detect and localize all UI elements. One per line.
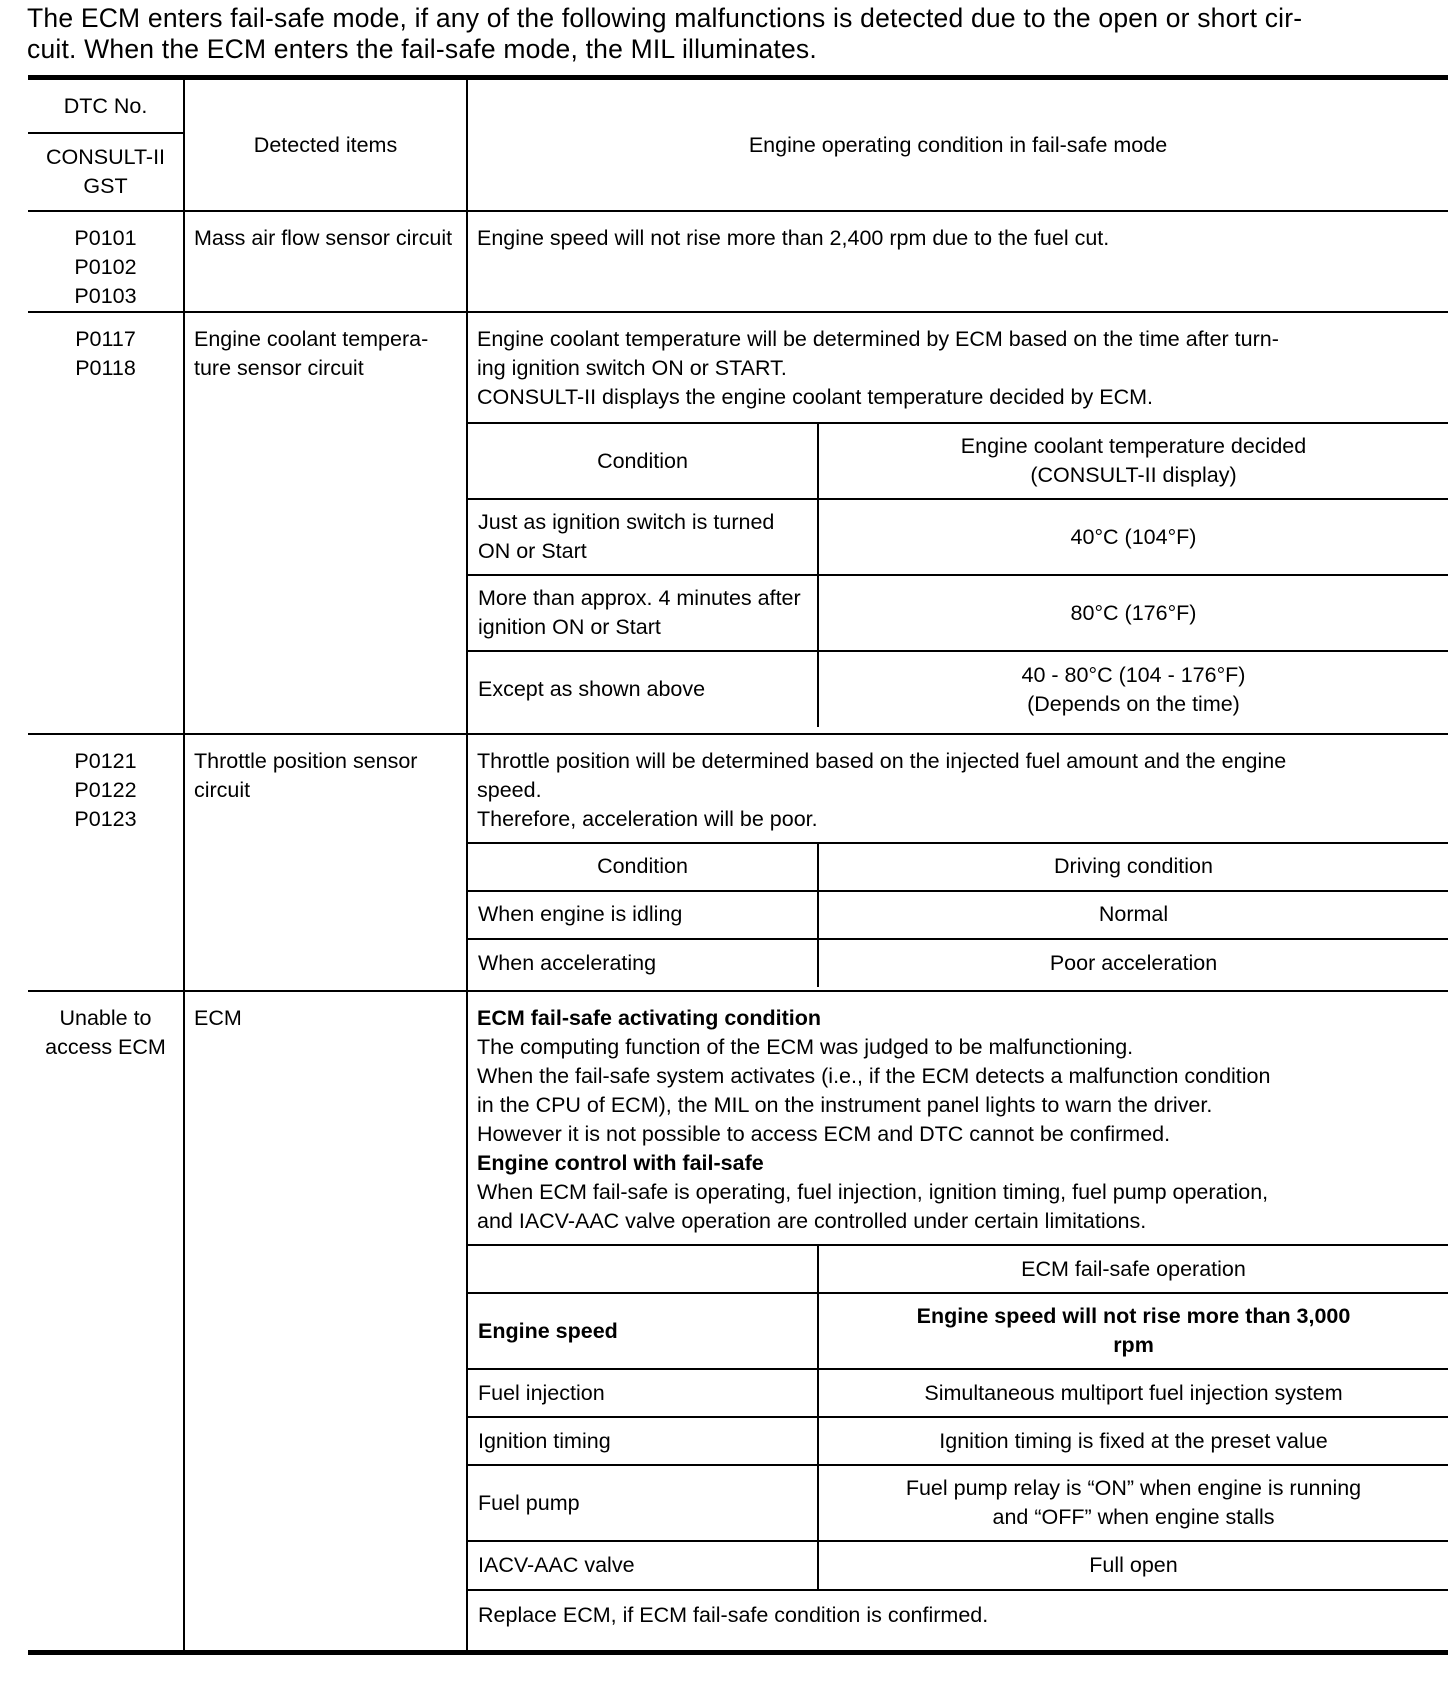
sub-value	[818, 1465, 1448, 1541]
dtc-code: P0102	[74, 255, 137, 279]
sub-header-row	[468, 1245, 1448, 1293]
item-line: Engine coolant tempera-	[194, 327, 429, 351]
sub-condition: When accelerating	[468, 939, 818, 987]
sub-header-blank	[468, 1245, 818, 1293]
condition-text: CONSULT-II displays the engine coolant temperature decided by ECM.	[477, 385, 1153, 409]
value-line: Fuel pump relay is “ON” when engine is running	[905, 1476, 1362, 1501]
sub-row	[468, 891, 1448, 939]
section-heading: Engine control with fail-safe	[477, 1151, 764, 1176]
condition-text: speed.	[477, 777, 542, 802]
sub-value: Ignition timing is fixed at the preset value	[818, 1417, 1448, 1465]
sub-row-fuel-pump	[468, 1465, 1448, 1541]
sub-value: Poor acceleration	[818, 939, 1448, 987]
sub-label: Fuel injection	[468, 1369, 818, 1417]
sub-condition	[468, 575, 818, 651]
cond-line: Just as ignition switch is turned	[478, 510, 775, 534]
sub-row-fuel-injection	[468, 1369, 1448, 1417]
cond-line: ON or Start	[478, 539, 587, 563]
sub-value: 40°C (104°F)	[818, 499, 1448, 575]
header-line: (CONSULT-II display)	[1030, 463, 1237, 487]
cond-line: More than approx. 4 minutes after	[478, 586, 801, 610]
ecm-subtable	[468, 1244, 1448, 1589]
condition-maf	[467, 211, 1448, 312]
dtc-code: P0117	[75, 327, 136, 351]
fail-safe-table	[28, 75, 1448, 1655]
replace-ecm-note: Replace ECM, if ECM fail-safe condition is confirmed.	[468, 1589, 1448, 1641]
condition-text: When ECM fail-safe is operating, fuel injection, ignition timing, fuel pump operation,	[477, 1180, 1269, 1205]
dtc-code: P0118	[75, 356, 136, 380]
sub-row	[468, 575, 1448, 651]
condition-text: When the fail-safe system activates (i.e., if the ECM detects a malfunction condition	[477, 1064, 1271, 1089]
sub-label: IACV-AAC valve	[468, 1541, 818, 1589]
sub-condition	[468, 499, 818, 575]
sub-value: Simultaneous multiport fuel injection system	[818, 1369, 1448, 1417]
condition-text: Throttle position will be determined based on the injected fuel amount and the engine	[477, 748, 1287, 773]
sub-value	[818, 1293, 1448, 1369]
condition-ect	[467, 312, 1448, 734]
sub-header-row	[468, 423, 1448, 499]
detected-item-ecm: ECM	[184, 991, 467, 1652]
dtc-code: Unable to	[59, 1006, 152, 1031]
header-detected-items: Detected items	[184, 78, 467, 212]
cond-line: ignition ON or Start	[478, 615, 661, 639]
sub-row	[468, 651, 1448, 727]
sub-value: Normal	[818, 891, 1448, 939]
dtc-code: P0121	[74, 748, 137, 773]
table-row-maf	[28, 211, 1448, 312]
intro-line-2: cuit. When the ECM enters the fail-safe mode, the MIL illuminates.	[27, 34, 817, 64]
condition-text: ing ignition switch ON or START.	[477, 356, 787, 380]
sub-header-row	[468, 843, 1448, 891]
table-row-ect	[28, 312, 1448, 734]
dtc-codes-ect	[28, 312, 184, 734]
tps-subtable	[468, 842, 1448, 987]
item-line: Throttle position sensor	[194, 748, 418, 773]
intro-paragraph	[27, 3, 1447, 65]
ect-subtable	[468, 422, 1448, 727]
condition-text: Engine speed will not rise more than 2,400 rpm due to the fuel cut.	[477, 226, 1110, 250]
item-line: ture sensor circuit	[194, 356, 364, 380]
sub-row	[468, 499, 1448, 575]
dtc-code: P0122	[74, 777, 137, 802]
value-line: (Depends on the time)	[1027, 691, 1240, 716]
sub-row-iacv	[468, 1541, 1448, 1589]
condition-ecm	[467, 991, 1448, 1652]
sub-header-decided	[818, 423, 1448, 499]
header-row	[28, 78, 1448, 134]
header-dtc-no: DTC No.	[28, 78, 184, 134]
sub-label: Ignition timing	[468, 1417, 818, 1465]
header-gst: GST	[83, 174, 128, 198]
condition-text: Engine coolant temperature will be determined by ECM based on the time after turn-	[477, 327, 1279, 351]
sub-label: Engine speed	[468, 1293, 818, 1369]
value-line: and “OFF” when engine stalls	[992, 1505, 1275, 1530]
sub-row	[468, 939, 1448, 987]
condition-text: The computing function of the ECM was judged to be malfunctioning.	[477, 1035, 1134, 1060]
value-line: 40 - 80°C (104 - 176°F)	[1021, 662, 1246, 687]
condition-text: in the CPU of ECM), the MIL on the instrument panel lights to warn the driver.	[477, 1093, 1213, 1118]
value-line: Engine speed will not rise more than 3,000	[916, 1304, 1351, 1329]
header-line: Engine coolant temperature decided	[960, 434, 1307, 458]
intro-line-1: The ECM enters fail-safe mode, if any of the following malfunctions is detected due to the open or short cir-	[27, 3, 1303, 33]
dtc-codes-ecm	[28, 991, 184, 1652]
header-consult: CONSULT-II	[45, 145, 166, 169]
sub-value	[818, 651, 1448, 727]
detected-item-ect	[184, 312, 467, 734]
detected-item-tps	[184, 734, 467, 991]
sub-header-condition: Condition	[468, 843, 818, 891]
dtc-code: P0123	[74, 806, 137, 831]
sub-header-operation: ECM fail-safe operation	[818, 1245, 1448, 1293]
sub-label: Fuel pump	[468, 1465, 818, 1541]
detected-item-maf: Mass air flow sensor circuit	[184, 211, 467, 312]
dtc-codes-maf	[28, 211, 184, 312]
condition-tps	[467, 734, 1448, 991]
sub-row-engine-speed	[468, 1293, 1448, 1369]
sub-header-condition: Condition	[468, 423, 818, 499]
table-row-tps	[28, 734, 1448, 991]
header-operating-condition: Engine operating condition in fail-safe mode	[467, 78, 1448, 212]
dtc-code: P0101	[74, 226, 137, 250]
sub-header-driving: Driving condition	[818, 843, 1448, 891]
sub-value: 80°C (176°F)	[818, 575, 1448, 651]
table-row-ecm	[28, 991, 1448, 1652]
sub-condition: Except as shown above	[468, 651, 818, 727]
condition-text: However it is not possible to access ECM and DTC cannot be confirmed.	[477, 1122, 1171, 1147]
dtc-code: P0103	[74, 284, 137, 308]
section-heading: ECM fail-safe activating condition	[477, 1006, 822, 1031]
condition-text: and IACV-AAC valve operation are controlled under certain limitations.	[477, 1209, 1147, 1234]
value-line: rpm	[1113, 1333, 1154, 1358]
sub-value: Full open	[818, 1541, 1448, 1589]
dtc-code: access ECM	[45, 1035, 166, 1060]
dtc-codes-tps	[28, 734, 184, 991]
header-consult-gst	[28, 133, 184, 211]
sub-row-ignition-timing	[468, 1417, 1448, 1465]
condition-text: Therefore, acceleration will be poor.	[477, 806, 818, 831]
item-line: circuit	[194, 777, 251, 802]
sub-condition: When engine is idling	[468, 891, 818, 939]
